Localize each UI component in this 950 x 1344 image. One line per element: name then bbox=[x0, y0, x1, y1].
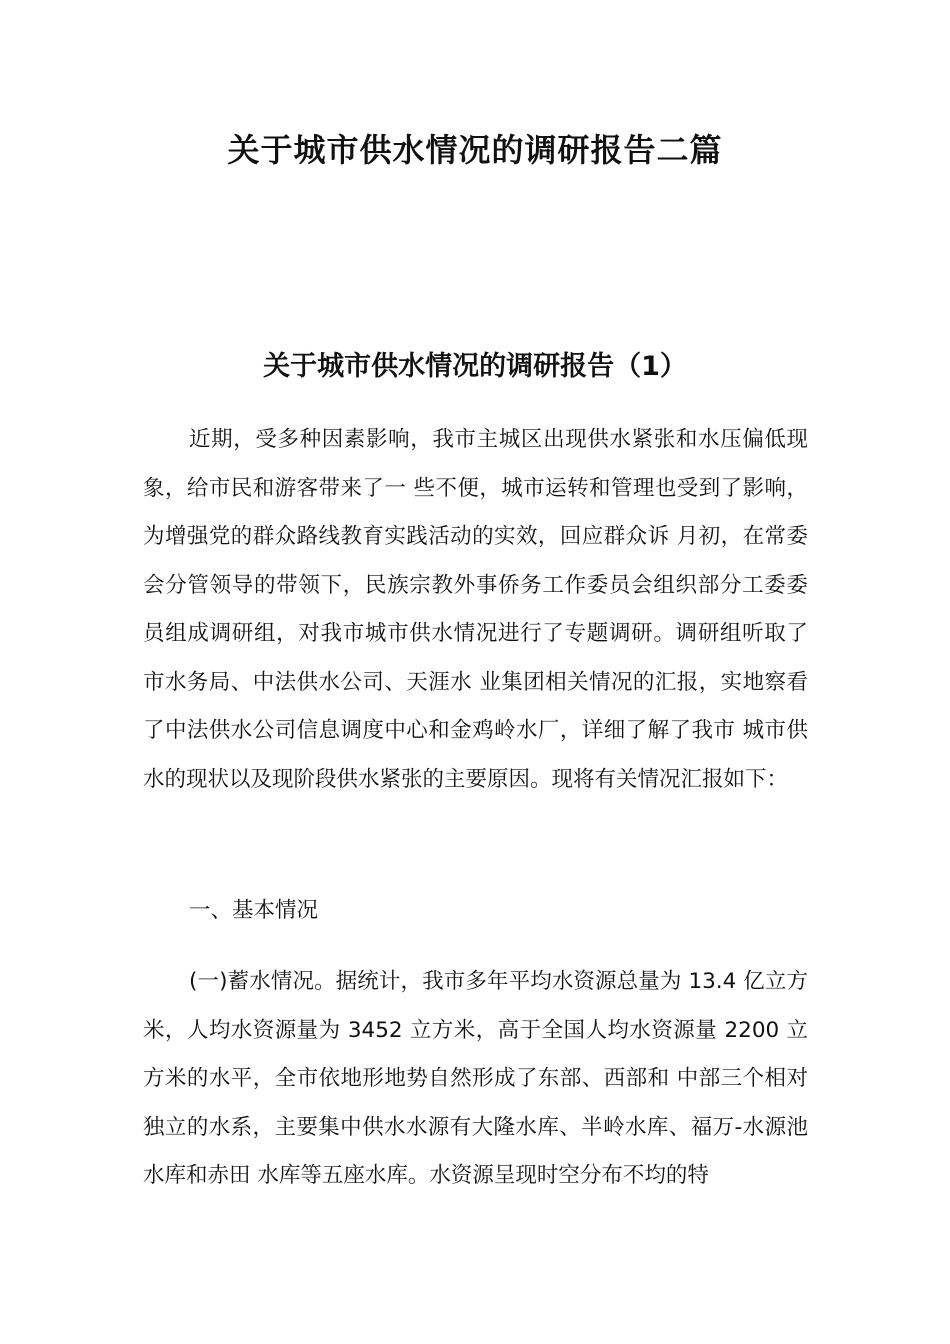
section-title: 关于城市供水情况的调研报告（1） bbox=[263, 351, 687, 382]
water-storage-paragraph: (一)蓄水情况。据统计，我市多年平均水资源总量为 13.4 亿立方米，人均水资源量为 3452 立方米，高于全国人均水资源量 2200 立方米的水平，全市依地形地势自然形成了东部、西部和 中部三个相对独立的水系，主要集中供水水源有大隆水库、半岭水库、福万-水源池水库和赤田 水库等五座水库。水资源呈现时空分布不均的特 bbox=[143, 969, 808, 1188]
intro-paragraph: 近期，受多种因素影响，我市主城区出现供水紧张和水压偏低现象，给市民和游客带来了一 些不便，城市运转和管理也受到了影响，为增强党的群众路线教育实践活动的实效，回应群众诉 月初，在常委会分管领导的带领下，民族宗教外事侨务工作委员会组织部分工委委员组成调研组，对我市城市供水情况进行了专题调研。调研组听取了市水务局、中法供水公司、天涯水 业集团相关情况的汇报，实地察看了中法供水公司信息调度中心和金鸡岭水厂，详细了解了我市 城市供水的现状以及现阶段供水紧张的主要原因。现将有关情况汇报如下： bbox=[143, 427, 808, 792]
section-heading-basic-situation: 一、基本情况 bbox=[189, 898, 319, 923]
document-title: 关于城市供水情况的调研报告二篇 bbox=[227, 131, 723, 169]
